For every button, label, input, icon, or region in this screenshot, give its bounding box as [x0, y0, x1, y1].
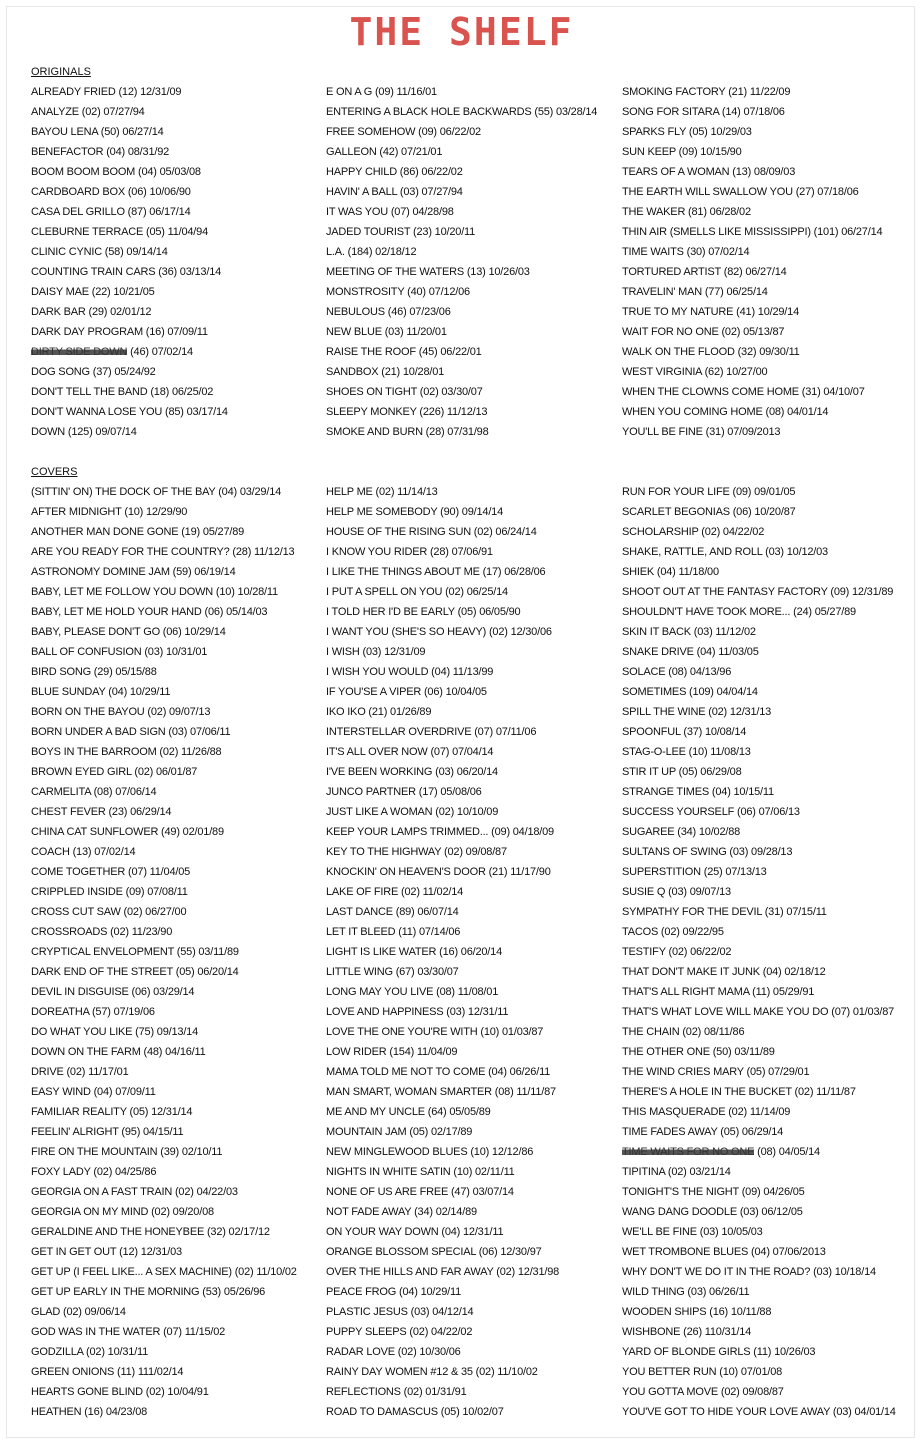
- song-entry: LAKE OF FIRE (02) 11/02/14: [326, 886, 464, 898]
- song-entry: TIPITINA (02) 03/21/14: [622, 1166, 731, 1178]
- strikethrough-mark: TIME WAITS FOR NO ONE: [622, 1146, 755, 1158]
- song-entry: WET TROMBONE BLUES (04) 07/06/2013: [622, 1246, 826, 1258]
- song-entry: WANG DANG DOODLE (03) 06/12/05: [622, 1206, 803, 1218]
- song-entry: SUN KEEP (09) 10/15/90: [622, 146, 742, 158]
- song-entry: TORTURED ARTIST (82) 06/27/14: [622, 266, 787, 278]
- song-entry: RAISE THE ROOF (45) 06/22/01: [326, 346, 482, 358]
- song-entry: DOG SONG (37) 05/24/92: [31, 366, 156, 378]
- song-entry: KNOCKIN' ON HEAVEN'S DOOR (21) 11/17/90: [326, 866, 551, 878]
- song-entry: GEORGIA ON A FAST TRAIN (02) 04/22/03: [31, 1186, 238, 1198]
- song-entry: TONIGHT'S THE NIGHT (09) 04/26/05: [622, 1186, 805, 1198]
- song-entry: I KNOW YOU RIDER (28) 07/06/91: [326, 546, 493, 558]
- song-entry: I LIKE THE THINGS ABOUT ME (17) 06/28/06: [326, 566, 546, 578]
- song-entry: GEORGIA ON MY MIND (02) 09/20/08: [31, 1206, 214, 1218]
- song-entry: KEY TO THE HIGHWAY (02) 09/08/87: [326, 846, 507, 858]
- song-entry: THAT DON'T MAKE IT JUNK (04) 02/18/12: [622, 966, 826, 978]
- song-entry: BABY, LET ME HOLD YOUR HAND (06) 05/14/03: [31, 606, 268, 618]
- song-entry: JADED TOURIST (23) 10/20/11: [326, 226, 476, 238]
- song-entry: BOOM BOOM BOOM (04) 05/03/08: [31, 166, 201, 178]
- song-entry: ROAD TO DAMASCUS (05) 10/02/07: [326, 1406, 504, 1418]
- song-entry: SNAKE DRIVE (04) 11/03/05: [622, 646, 759, 658]
- song-entry: BORN UNDER A BAD SIGN (03) 07/06/11: [31, 726, 231, 738]
- song-entry: AFTER MIDNIGHT (10) 12/29/90: [31, 506, 188, 518]
- song-entry: BALL OF CONFUSION (03) 10/31/01: [31, 646, 208, 658]
- song-entry: CARMELITA (08) 07/06/14: [31, 786, 157, 798]
- song-entry: CHINA CAT SUNFLOWER (49) 02/01/89: [31, 826, 224, 838]
- song-entry: SKIN IT BACK (03) 11/12/02: [622, 626, 756, 638]
- song-entry: GET UP (I FEEL LIKE... A SEX MACHINE) (02) 11/10/02: [31, 1266, 297, 1278]
- song-entry: I WISH YOU WOULD (04) 11/13/99: [326, 666, 494, 678]
- song-entry: ANALYZE (02) 07/27/94: [31, 106, 145, 118]
- song-entry: MAN SMART, WOMAN SMARTER (08) 11/11/87: [326, 1086, 556, 1098]
- song-entry: OVER THE HILLS AND FAR AWAY (02) 12/31/98: [326, 1266, 560, 1278]
- song-entry: TESTIFY (02) 06/22/02: [622, 946, 732, 958]
- song-entry: GODZILLA (02) 10/31/11: [31, 1346, 149, 1358]
- song-entry: SONG FOR SITARA (14) 07/18/06: [622, 106, 785, 118]
- song-entry: CASA DEL GRILLO (87) 06/17/14: [31, 206, 191, 218]
- song-entry: EASY WIND (04) 07/09/11: [31, 1086, 156, 1098]
- song-entry: NEW MINGLEWOOD BLUES (10) 12/12/86: [326, 1146, 534, 1158]
- song-entry: DARK DAY PROGRAM (16) 07/09/11: [31, 326, 208, 338]
- song-entry: IKO IKO (21) 01/26/89: [326, 706, 432, 718]
- song-entry: I TOLD HER I'D BE EARLY (05) 06/05/90: [326, 606, 521, 618]
- song-entry: YOU'LL BE FINE (31) 07/09/2013: [622, 426, 781, 438]
- song-entry: MEETING OF THE WATERS (13) 10/26/03: [326, 266, 530, 278]
- song-entry: WAIT FOR NO ONE (02) 05/13/87: [622, 326, 785, 338]
- song-entry: GALLEON (42) 07/21/01: [326, 146, 443, 158]
- song-entry: I PUT A SPELL ON YOU (02) 06/25/14: [326, 586, 508, 598]
- song-entry: E ON A G (09) 11/16/01: [326, 86, 437, 98]
- song-entry: FREE SOMEHOW (09) 06/22/02: [326, 126, 481, 138]
- song-entry: THERE'S A HOLE IN THE BUCKET (02) 11/11/87: [622, 1086, 856, 1098]
- song-entry: WHEN YOU COMING HOME (08) 04/01/14: [622, 406, 829, 418]
- song-entry: NOT FADE AWAY (34) 02/14/89: [326, 1206, 477, 1218]
- song-entry: SPILL THE WINE (02) 12/31/13: [622, 706, 772, 718]
- song-entry: FOXY LADY (02) 04/25/86: [31, 1166, 157, 1178]
- song-entry: YARD OF BLONDE GIRLS (11) 10/26/03: [622, 1346, 816, 1358]
- song-entry: WALK ON THE FLOOD (32) 09/30/11: [622, 346, 800, 358]
- song-entry: SANDBOX (21) 10/28/01: [326, 366, 445, 378]
- song-entry: BAYOU LENA (50) 06/27/14: [31, 126, 164, 138]
- song-entry: HAVIN' A BALL (03) 07/27/94: [326, 186, 463, 198]
- song-entry: TEARS OF A WOMAN (13) 08/09/03: [622, 166, 796, 178]
- song-entry: WOODEN SHIPS (16) 10/11/88: [622, 1306, 772, 1318]
- song-entry: GLAD (02) 09/06/14: [31, 1306, 126, 1318]
- song-entry: HELP ME (02) 11/14/13: [326, 486, 438, 498]
- song-entry: NIGHTS IN WHITE SATIN (10) 02/11/11: [326, 1166, 515, 1178]
- song-entry: BIRD SONG (29) 05/15/88: [31, 666, 157, 678]
- song-entry: THE EARTH WILL SWALLOW YOU (27) 07/18/06: [622, 186, 859, 198]
- song-entry: THAT'S WHAT LOVE WILL MAKE YOU DO (07) 01/03/87: [622, 1006, 895, 1018]
- covers-column-3: [622, 482, 896, 1422]
- song-entry: PLASTIC JESUS (03) 04/12/14: [326, 1306, 474, 1318]
- song-entry: I WISH (03) 12/31/09: [326, 646, 426, 658]
- song-entry: MAMA TOLD ME NOT TO COME (04) 06/26/11: [326, 1066, 551, 1078]
- song-entry: COACH (13) 07/02/14: [31, 846, 136, 858]
- song-entry: NONE OF US ARE FREE (47) 03/07/14: [326, 1186, 514, 1198]
- song-entry: TRUE TO MY NATURE (41) 10/29/14: [622, 306, 799, 318]
- song-entry: THIN AIR (SMELLS LIKE MISSISSIPPI) (101) 06/27/14: [622, 226, 883, 238]
- song-entry: YOU'VE GOT TO HIDE YOUR LOVE AWAY (03) 04/01/14: [622, 1406, 896, 1418]
- song-entry: SUSIE Q (03) 09/07/13: [622, 886, 731, 898]
- song-entry: IF YOU'SE A VIPER (06) 10/04/05: [326, 686, 487, 698]
- song-entry: LET IT BLEED (11) 07/14/06: [326, 926, 461, 938]
- originals-column-3: [622, 82, 882, 442]
- song-entry: SHIEK (04) 11/18/00: [622, 566, 719, 578]
- song-entry: TRAVELIN' MAN (77) 06/25/14: [622, 286, 768, 298]
- song-entry: PEACE FROG (04) 10/29/11: [326, 1286, 461, 1298]
- song-entry: SOLACE (08) 04/13/96: [622, 666, 732, 678]
- song-entry: DARK END OF THE STREET (05) 06/20/14: [31, 966, 239, 978]
- song-entry: SYMPATHY FOR THE DEVIL (31) 07/15/11: [622, 906, 827, 918]
- song-entry: DOWN ON THE FARM (48) 04/16/11: [31, 1046, 206, 1058]
- song-entry: WE'LL BE FINE (03) 10/05/03: [622, 1226, 763, 1238]
- song-entry: HAPPY CHILD (86) 06/22/02: [326, 166, 463, 178]
- song-entry: SHAKE, RATTLE, AND ROLL (03) 10/12/03: [622, 546, 828, 558]
- song-entry: SCARLET BEGONIAS (06) 10/20/87: [622, 506, 796, 518]
- song-entry: BABY, PLEASE DON'T GO (06) 10/29/14: [31, 626, 226, 638]
- song-entry: DARK BAR (29) 02/01/12: [31, 306, 152, 318]
- song-entry: JUNCO PARTNER (17) 05/08/06: [326, 786, 482, 798]
- song-entry: ENTERING A BLACK HOLE BACKWARDS (55) 03/28/14: [326, 106, 598, 118]
- song-entry: GREEN ONIONS (11) 111/02/14: [31, 1366, 184, 1378]
- strikethrough-mark: DIRTY SIDE DOWN: [31, 346, 128, 358]
- song-entry: WHEN THE CLOWNS COME HOME (31) 04/10/07: [622, 386, 865, 398]
- song-entry: STAG-O-LEE (10) 11/08/13: [622, 746, 751, 758]
- song-entry: WISHBONE (26) 110/31/14: [622, 1326, 752, 1338]
- song-entry: IT'S ALL OVER NOW (07) 07/04/14: [326, 746, 494, 758]
- song-entry: GERALDINE AND THE HONEYBEE (32) 02/17/12: [31, 1226, 270, 1238]
- song-entry: LONG MAY YOU LIVE (08) 11/08/01: [326, 986, 499, 998]
- song-entry: TIME WAITS FOR NO ONE (08) 04/05/14: [622, 1146, 820, 1158]
- song-entry: FEELIN' ALRIGHT (95) 04/15/11: [31, 1126, 184, 1138]
- song-entry: SPARKS FLY (05) 10/29/03: [622, 126, 752, 138]
- song-entry: THIS MASQUERADE (02) 11/14/09: [622, 1106, 791, 1118]
- covers-column-2: [326, 482, 559, 1422]
- song-entry: SUGAREE (34) 10/02/88: [622, 826, 741, 838]
- originals-column-2: [326, 82, 597, 442]
- song-entry: SUCCESS YOURSELF (06) 07/06/13: [622, 806, 800, 818]
- song-entry: SMOKE AND BURN (28) 07/31/98: [326, 426, 489, 438]
- song-entry: BLUE SUNDAY (04) 10/29/11: [31, 686, 171, 698]
- covers-heading: COVERS: [31, 466, 78, 478]
- song-entry: BOYS IN THE BARROOM (02) 11/26/88: [31, 746, 222, 758]
- song-entry: LOVE AND HAPPINESS (03) 12/31/11: [326, 1006, 509, 1018]
- song-entry: NEW BLUE (03) 11/20/01: [326, 326, 447, 338]
- song-entry: HEARTS GONE BLIND (02) 10/04/91: [31, 1386, 209, 1398]
- song-entry: DOWN (125) 09/07/14: [31, 426, 137, 438]
- song-entry: DAISY MAE (22) 10/21/05: [31, 286, 155, 298]
- song-entry: CRIPPLED INSIDE (09) 07/08/11: [31, 886, 188, 898]
- song-entry: SHOOT OUT AT THE FANTASY FACTORY (09) 12/31/89: [622, 586, 894, 598]
- song-entry: INTERSTELLAR OVERDRIVE (07) 07/11/06: [326, 726, 537, 738]
- song-entry: BROWN EYED GIRL (02) 06/01/87: [31, 766, 198, 778]
- song-entry: STRANGE TIMES (04) 10/15/11: [622, 786, 774, 798]
- song-entry: SHOULDN'T HAVE TOOK MORE... (24) 05/27/89: [622, 606, 856, 618]
- song-entry: GET IN GET OUT (12) 12/31/03: [31, 1246, 182, 1258]
- song-entry: LOVE THE ONE YOU'RE WITH (10) 01/03/87: [326, 1026, 544, 1038]
- song-entry: CARDBOARD BOX (06) 10/06/90: [31, 186, 191, 198]
- song-entry: RAINY DAY WOMEN #12 & 35 (02) 11/10/02: [326, 1366, 538, 1378]
- song-entry: L.A. (184) 02/18/12: [326, 246, 417, 258]
- song-entry: ARE YOU READY FOR THE COUNTRY? (28) 11/12/13: [31, 546, 295, 558]
- song-entry: BENEFACTOR (04) 08/31/92: [31, 146, 170, 158]
- song-entry: SPOONFUL (37) 10/08/14: [622, 726, 747, 738]
- song-entry: LOW RIDER (154) 11/04/09: [326, 1046, 458, 1058]
- song-entry: CROSSROADS (02) 11/23/90: [31, 926, 173, 938]
- song-entry: THE WAKER (81) 06/28/02: [622, 206, 751, 218]
- song-entry: COUNTING TRAIN CARS (36) 03/13/14: [31, 266, 222, 278]
- song-entry: CROSS CUT SAW (02) 06/27/00: [31, 906, 187, 918]
- song-entry: STIR IT UP (05) 06/29/08: [622, 766, 742, 778]
- song-entry: DIRTY SIDE DOWN (46) 07/02/14: [31, 346, 193, 358]
- song-entry: I WANT YOU (SHE'S SO HEAVY) (02) 12/30/06: [326, 626, 552, 638]
- originals-heading: ORIGINALS: [31, 66, 91, 78]
- song-entry: SMOKING FACTORY (21) 11/22/09: [622, 86, 791, 98]
- song-entry: SHOES ON TIGHT (02) 03/30/07: [326, 386, 483, 398]
- song-entry: LITTLE WING (67) 03/30/07: [326, 966, 459, 978]
- song-entry: CLEBURNE TERRACE (05) 11/04/94: [31, 226, 208, 238]
- song-entry: CRYPTICAL ENVELOPMENT (55) 03/11/89: [31, 946, 239, 958]
- song-entry: FIRE ON THE MOUNTAIN (39) 02/10/11: [31, 1146, 223, 1158]
- song-entry: RADAR LOVE (02) 10/30/06: [326, 1346, 461, 1358]
- song-entry: LIGHT IS LIKE WATER (16) 06/20/14: [326, 946, 502, 958]
- song-entry: CHEST FEVER (23) 06/29/14: [31, 806, 172, 818]
- song-entry: IT WAS YOU (07) 04/28/98: [326, 206, 454, 218]
- song-entry: (SITTIN' ON) THE DOCK OF THE BAY (04) 03/29/14: [31, 486, 282, 498]
- song-entry: DO WHAT YOU LIKE (75) 09/13/14: [31, 1026, 199, 1038]
- song-entry: HELP ME SOMEBODY (90) 09/14/14: [326, 506, 504, 518]
- song-entry: DOREATHA (57) 07/19/06: [31, 1006, 155, 1018]
- page-title: THE SHELF: [349, 10, 574, 54]
- song-entry: SLEEPY MONKEY (226) 11/12/13: [326, 406, 488, 418]
- song-entry: RUN FOR YOUR LIFE (09) 09/01/05: [622, 486, 796, 498]
- song-entry: LAST DANCE (89) 06/07/14: [326, 906, 459, 918]
- song-entry: WILD THING (03) 06/26/11: [622, 1286, 750, 1298]
- song-entry: DON'T TELL THE BAND (18) 06/25/02: [31, 386, 214, 398]
- song-entry: CLINIC CYNIC (58) 09/14/14: [31, 246, 168, 258]
- song-entry: THAT'S ALL RIGHT MAMA (11) 05/29/91: [622, 986, 815, 998]
- song-entry: REFLECTIONS (02) 01/31/91: [326, 1386, 467, 1398]
- song-entry: ASTRONOMY DOMINE JAM (59) 06/19/14: [31, 566, 236, 578]
- song-entry: PUPPY SLEEPS (02) 04/22/02: [326, 1326, 473, 1338]
- song-entry: GOD WAS IN THE WATER (07) 11/15/02: [31, 1326, 226, 1338]
- song-entry: MOUNTAIN JAM (05) 02/17/89: [326, 1126, 473, 1138]
- song-entry: GET UP EARLY IN THE MORNING (53) 05/26/96: [31, 1286, 266, 1298]
- song-entry: YOU GOTTA MOVE (02) 09/08/87: [622, 1386, 784, 1398]
- song-entry: COME TOGETHER (07) 11/04/05: [31, 866, 191, 878]
- song-entry: BORN ON THE BAYOU (02) 09/07/13: [31, 706, 211, 718]
- song-entry: SOMETIMES (109) 04/04/14: [622, 686, 758, 698]
- song-entry: ANOTHER MAN DONE GONE (19) 05/27/89: [31, 526, 245, 538]
- song-entry: ON YOUR WAY DOWN (04) 12/31/11: [326, 1226, 504, 1238]
- song-entry: HOUSE OF THE RISING SUN (02) 06/24/14: [326, 526, 537, 538]
- song-entry: THE CHAIN (02) 08/11/86: [622, 1026, 745, 1038]
- song-entry: DEVIL IN DISGUISE (06) 03/29/14: [31, 986, 195, 998]
- song-entry: SULTANS OF SWING (03) 09/28/13: [622, 846, 793, 858]
- song-entry: TACOS (02) 09/22/95: [622, 926, 724, 938]
- song-entry: YOU BETTER RUN (10) 07/01/08: [622, 1366, 783, 1378]
- song-entry: ORANGE BLOSSOM SPECIAL (06) 12/30/97: [326, 1246, 542, 1258]
- covers-column-1: [31, 482, 297, 1422]
- song-entry: BABY, LET ME FOLLOW YOU DOWN (10) 10/28/11: [31, 586, 278, 598]
- song-entry: WEST VIRGINIA (62) 10/27/00: [622, 366, 768, 378]
- song-entry: THE WIND CRIES MARY (05) 07/29/01: [622, 1066, 810, 1078]
- song-entry: TIME FADES AWAY (05) 06/29/14: [622, 1126, 784, 1138]
- song-entry: MONSTROSITY (40) 07/12/06: [326, 286, 470, 298]
- song-entry: JUST LIKE A WOMAN (02) 10/10/09: [326, 806, 499, 818]
- song-entry: SCHOLARSHIP (02) 04/22/02: [622, 526, 765, 538]
- song-entry: DRIVE (02) 11/17/01: [31, 1066, 129, 1078]
- song-entry: KEEP YOUR LAMPS TRIMMED... (09) 04/18/09: [326, 826, 554, 838]
- song-entry: I'VE BEEN WORKING (03) 06/20/14: [326, 766, 498, 778]
- song-entry: ALREADY FRIED (12) 12/31/09: [31, 86, 182, 98]
- song-entry: FAMILIAR REALITY (05) 12/31/14: [31, 1106, 193, 1118]
- song-entry: WHY DON'T WE DO IT IN THE ROAD? (03) 10/18/14: [622, 1266, 876, 1278]
- song-entry: TIME WAITS (30) 07/02/14: [622, 246, 750, 258]
- song-entry: HEATHEN (16) 04/23/08: [31, 1406, 148, 1418]
- song-entry: NEBULOUS (46) 07/23/06: [326, 306, 451, 318]
- originals-column-1: [31, 82, 228, 442]
- song-entry: THE OTHER ONE (50) 03/11/89: [622, 1046, 775, 1058]
- song-entry: DON'T WANNA LOSE YOU (85) 03/17/14: [31, 406, 228, 418]
- song-entry: ME AND MY UNCLE (64) 05/05/89: [326, 1106, 491, 1118]
- song-entry: SUPERSTITION (25) 07/13/13: [622, 866, 767, 878]
